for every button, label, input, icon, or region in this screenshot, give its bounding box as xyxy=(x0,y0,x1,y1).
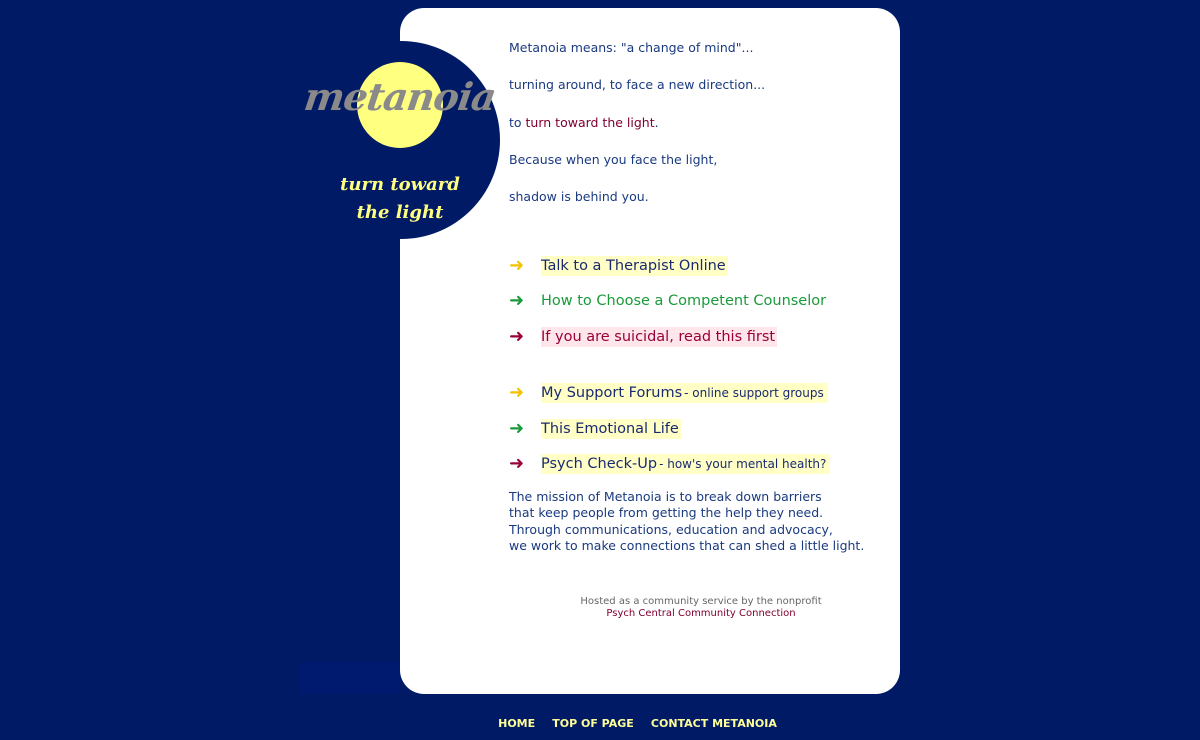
link-sublabel: - how's your mental health? xyxy=(659,454,830,474)
turn-toward-light-text: turn toward the light xyxy=(525,114,655,130)
psych-central-link[interactable]: Psych Central Community Connection xyxy=(606,608,796,619)
mission-line-2: that keep people from getting the help they need. xyxy=(509,505,824,521)
footer-nav xyxy=(0,712,1200,732)
intro-text xyxy=(509,38,889,224)
link-sublabel: - online support groups xyxy=(684,383,828,403)
green-arrow-icon: ➜ xyxy=(509,290,525,311)
link-label[interactable]: If you are suicidal, read this first xyxy=(541,329,776,345)
mission-line-1: The mission of Metanoia is to break down barriers xyxy=(509,489,822,504)
intro-line-3 xyxy=(509,113,889,150)
link-choose-counselor[interactable] xyxy=(509,289,828,313)
intro-line-1: Metanoia means: "a change of mind"... xyxy=(509,40,754,55)
link-talk-to-therapist[interactable] xyxy=(509,254,728,278)
green-arrow-icon: ➜ xyxy=(509,418,525,439)
footer-contact-link[interactable]: CONTACT METANOIA xyxy=(650,717,777,730)
link-emotional-life[interactable] xyxy=(509,417,681,441)
hosted-by xyxy=(540,596,862,620)
link-label[interactable]: Talk to a Therapist Online xyxy=(541,258,726,274)
intro-line-3-prefix: to xyxy=(509,114,526,130)
footer-top-of-page-link[interactable]: TOP OF PAGE xyxy=(552,717,634,730)
tagline-line-2: the light xyxy=(356,202,444,223)
link-label[interactable]: This Emotional Life xyxy=(541,421,679,437)
link-label[interactable]: Psych Check-Up xyxy=(541,456,658,472)
mission-statement xyxy=(509,489,889,554)
red-arrow-icon: ➜ xyxy=(509,453,525,474)
link-psych-checkup[interactable] xyxy=(509,452,830,476)
intro-line-3-suffix: . xyxy=(654,114,659,130)
page-shadow xyxy=(300,662,400,694)
link-label[interactable]: How to Choose a Competent Counselor xyxy=(541,293,827,309)
hosted-text: Hosted as a community service by the nonprofit xyxy=(580,596,822,607)
link-support-forums[interactable] xyxy=(509,381,828,405)
red-arrow-icon: ➜ xyxy=(509,326,525,347)
footer-home-link[interactable]: HOME xyxy=(498,717,536,730)
logo-tagline xyxy=(320,171,480,227)
link-label[interactable]: My Support Forums xyxy=(541,385,683,401)
intro-line-2: turning around, to face a new direction... xyxy=(509,77,766,93)
yellow-arrow-icon: ➜ xyxy=(509,382,525,403)
tagline-line-1: turn toward xyxy=(340,174,460,195)
yellow-arrow-icon: ➜ xyxy=(509,255,525,276)
intro-line-5: shadow is behind you. xyxy=(509,189,649,205)
mission-line-3: Through communications, education and advocacy, xyxy=(509,521,833,537)
logo-wordmark: metanoia xyxy=(301,74,499,119)
mission-line-4: we work to make connections that can shed a little light. xyxy=(509,537,865,553)
intro-line-4: Because when you face the light, xyxy=(509,151,718,167)
link-suicidal-read-first[interactable] xyxy=(509,325,777,349)
